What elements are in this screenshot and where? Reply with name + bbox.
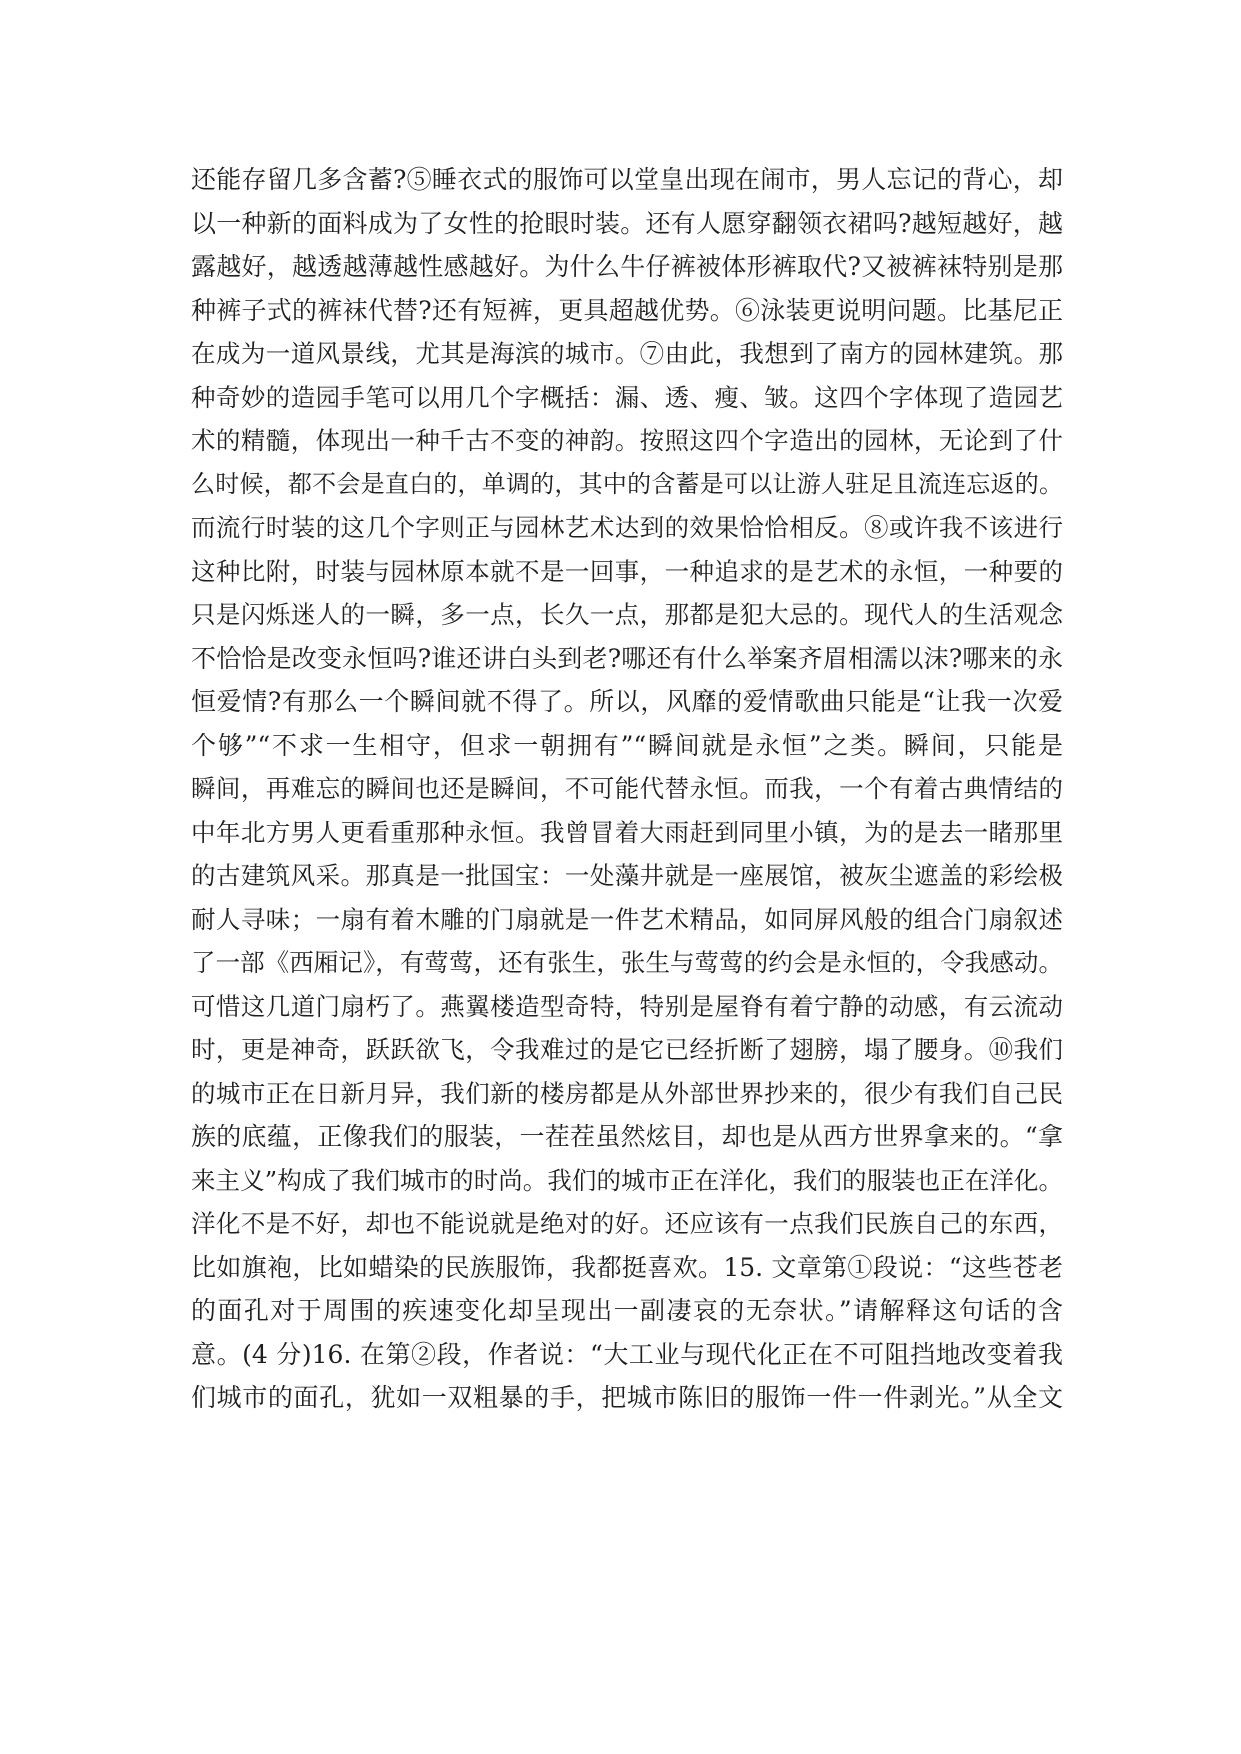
text-line: 时，更是神奇，跃跃欲飞，令我难过的是它已经折断了翅膀，塌了腰身。⑩我们 — [191, 1035, 1063, 1064]
text-line: 族的底蕴，正像我们的服装，一茬茬虽然炫目，却也是从西方世界拿来的。“拿 — [191, 1122, 1063, 1151]
text-line: 的城市正在日新月异，我们新的楼房都是从外部世界抄来的，很少有我们自己民 — [191, 1078, 1063, 1108]
text-line: 可惜这几道门扇朽了。燕翼楼造型奇特，特别是屋脊有着宁静的动感，有云流动 — [191, 991, 1063, 1021]
body-text — [191, 158, 1063, 1420]
text-line: 术的精髓，体现出一种千古不变的神韵。按照这四个字造出的园林，无论到了什 — [191, 426, 1063, 455]
text-line: 意。(4 分)16. 在第②段，作者说：“大工业与现代化正在不可阻挡地改变着我 — [191, 1339, 1063, 1369]
text-line: 不恰恰是改变永恒吗?谁还讲白头到老?哪还有什么举案齐眉相濡以沫?哪来的永 — [191, 643, 1063, 673]
text-line: 的面孔对于周围的疾速变化却呈现出一副凄哀的无奈状。”请解释这句话的含 — [191, 1296, 1063, 1325]
text-line: 了一部《西厢记》，有莺莺，还有张生，张生与莺莺的约会是永恒的，令我感动。 — [191, 948, 1063, 977]
text-line: 中年北方男人更看重那种永恒。我曾冒着大雨赶到同里小镇，为的是去一睹那里 — [191, 817, 1063, 847]
text-line: 的古建筑风采。那真是一批国宝：一处藻井就是一座展馆，被灰尘遮盖的彩绘极 — [191, 861, 1063, 890]
text-line: 种奇妙的造园手笔可以用几个字概括：漏、透、瘦、皱。这四个字体现了造园艺 — [191, 382, 1063, 412]
text-line: 露越好，越透越薄越性感越好。为什么牛仔裤被体形裤取代?又被裤袜特别是那 — [191, 252, 1063, 281]
text-line: 而流行时装的这几个字则正与园林艺术达到的效果恰恰相反。⑧或许我不该进行 — [191, 513, 1063, 542]
text-line: 这种比附，时装与园林原本就不是一回事，一种追求的是艺术的永恒，一种要的 — [191, 556, 1063, 586]
text-line: 耐人寻味；一扇有着木雕的门扇就是一件艺术精品，如同屏风般的组合门扇叙述 — [191, 904, 1063, 934]
text-line: 比如旗袍，比如蜡染的民族服饰，我都挺喜欢。15. 文章第①段说：“这些苍老 — [191, 1252, 1063, 1282]
text-line: 么时候，都不会是直白的，单调的，其中的含蓄是可以让游人驻足且流连忘返的。 — [191, 469, 1063, 498]
text-line: 洋化不是不好，却也不能说就是绝对的好。还应该有一点我们民族自己的东西， — [191, 1209, 1063, 1238]
text-line: 种裤子式的裤袜代替?还有短裤，更具超越优势。⑥泳装更说明问题。比基尼正 — [191, 295, 1063, 325]
text-line: 个够”“不求一生相守，但求一朝拥有”“瞬间就是永恒”之类。瞬间，只能是 — [191, 730, 1063, 760]
text-line: 还能存留几多含蓄?⑤睡衣式的服饰可以堂皇出现在闹市，男人忘记的背心，却 — [191, 165, 1063, 194]
text-line: 们城市的面孔，犹如一双粗暴的手，把城市陈旧的服饰一件一件剥光。”从全文 — [191, 1383, 1063, 1412]
text-line: 瞬间，再难忘的瞬间也还是瞬间，不可能代替永恒。而我，一个有着古典情结的 — [191, 774, 1063, 803]
text-line: 只是闪烁迷人的一瞬，多一点，长久一点，那都是犯大忌的。现代人的生活观念 — [191, 600, 1063, 629]
text-line: 来主义”构成了我们城市的时尚。我们的城市正在洋化，我们的服装也正在洋化。 — [191, 1165, 1063, 1195]
text-line: 以一种新的面料成为了女性的抢眼时装。还有人愿穿翻领衣裙吗?越短越好，越 — [191, 208, 1063, 238]
text-line: 恒爱情?有那么一个瞬间就不得了。所以，风靡的爱情歌曲只能是“让我一次爱 — [191, 687, 1063, 716]
text-line: 在成为一道风景线，尤其是海滨的城市。⑦由此，我想到了南方的园林建筑。那 — [191, 339, 1063, 368]
